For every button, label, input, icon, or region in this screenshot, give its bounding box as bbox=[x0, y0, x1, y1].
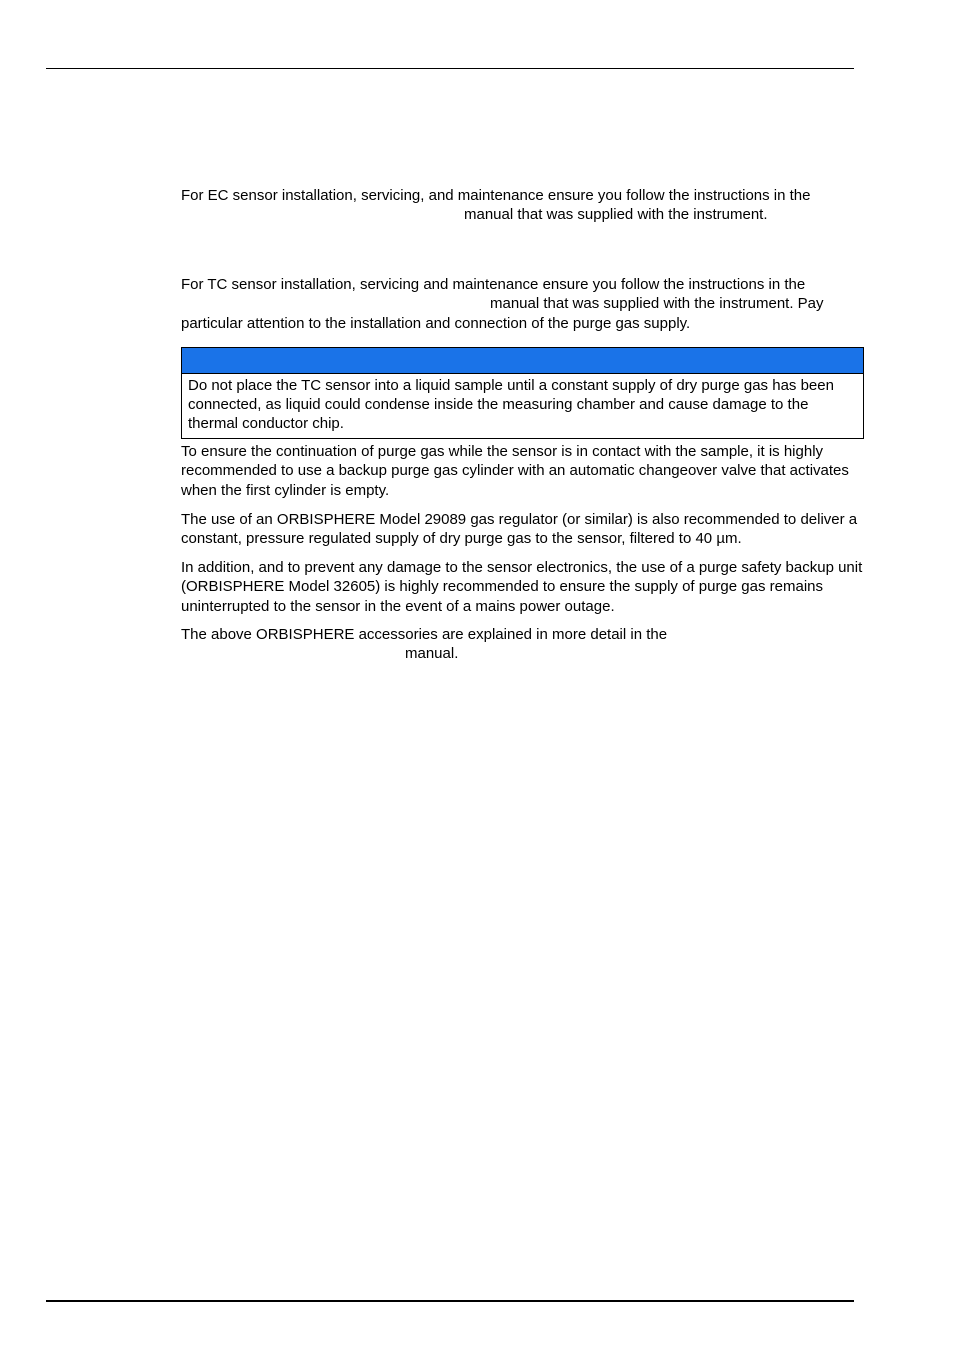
tc-sensor-paragraph bbox=[181, 275, 863, 333]
tc-line-2: manual that was supplied with the instrument. Pay bbox=[490, 295, 824, 313]
regulator-text: The use of an ORBISPHERE Model 29089 gas regulator (or similar) is also recommended to deliver a constant, pressure regulated supply of dry purge gas to the sensor, filtered to 40 µm. bbox=[181, 511, 858, 548]
notice-box bbox=[181, 347, 864, 439]
ec-sensor-paragraph bbox=[181, 186, 863, 225]
accessories-line-2: manual. bbox=[405, 645, 459, 663]
safety-unit-text: In addition, and to prevent any damage to the sensor electronics, the use of a purge safety backup unit (ORBISPHERE Model 32605) is highly recommended to ensure the supply of purge gas remains uninterrupted to the sensor in the event of a mains power outage. bbox=[181, 559, 863, 615]
regulator-paragraph bbox=[181, 510, 863, 549]
accessories-line-1: The above ORBISPHERE accessories are explained in more detail in the bbox=[181, 626, 668, 643]
notice-header-bar bbox=[182, 348, 863, 374]
safety-unit-paragraph bbox=[181, 558, 863, 616]
ec-line-1: For EC sensor installation, servicing, and maintenance ensure you follow the instructions in the bbox=[181, 187, 811, 204]
purge-backup-paragraph bbox=[181, 442, 863, 500]
tc-line-1: For TC sensor installation, servicing and maintenance ensure you follow the instructions in the bbox=[181, 276, 806, 293]
ec-line-2: manual that was supplied with the instrument. bbox=[464, 206, 768, 224]
notice-text: Do not place the TC sensor into a liquid sample until a constant supply of dry purge gas has been connected, as liquid could condense inside the measuring chamber and cause damage to the thermal conductor chip. bbox=[188, 377, 834, 433]
purge-backup-text: To ensure the continuation of purge gas while the sensor is in contact with the sample, it is highly recommended to use a backup purge gas cylinder with an automatic changeover valve that activates when the first cylinder is empty. bbox=[181, 443, 849, 499]
tc-line-3: particular attention to the installation and connection of the purge gas supply. bbox=[181, 314, 691, 332]
footer-rule bbox=[46, 1300, 854, 1302]
header-rule bbox=[46, 68, 854, 69]
accessories-paragraph bbox=[181, 625, 863, 664]
